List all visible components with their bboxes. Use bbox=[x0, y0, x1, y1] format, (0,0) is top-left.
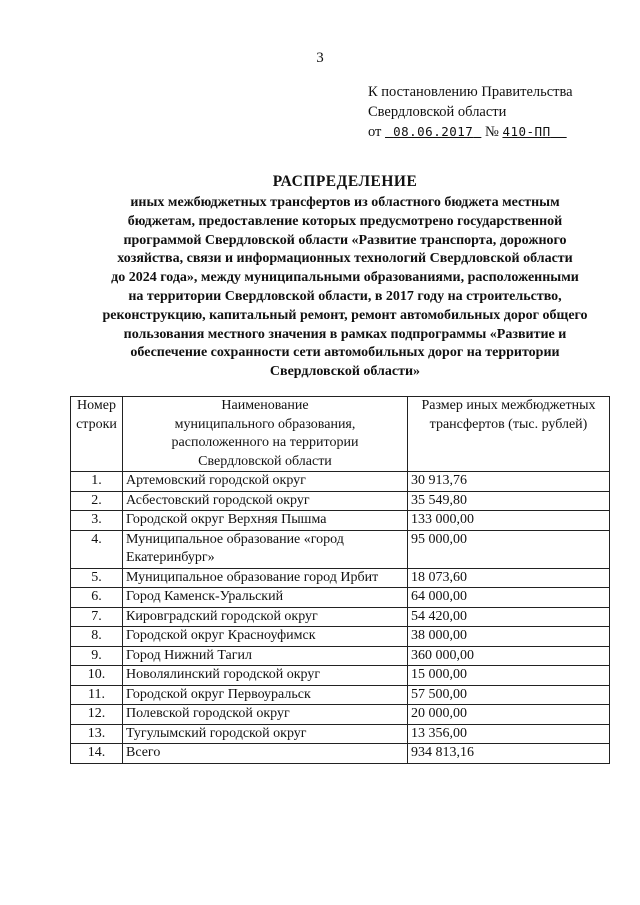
row-number: 9. bbox=[71, 646, 123, 666]
municipality-name: Муниципальное образование «город Екатеринбург» bbox=[123, 530, 408, 568]
municipality-name: Новолялинский городской округ bbox=[123, 666, 408, 686]
municipality-name: Всего bbox=[123, 744, 408, 764]
row-number: 6. bbox=[71, 588, 123, 608]
subtitle-line: пользования местного значения в рамках подпрограммы «Развитие и bbox=[123, 326, 567, 342]
table-row bbox=[71, 568, 610, 588]
table-row bbox=[71, 685, 610, 705]
table-row bbox=[71, 744, 610, 764]
row-number: 11. bbox=[71, 685, 123, 705]
subtitle-line: хозяйства, связи и информационных технологий Свердловской области bbox=[117, 251, 573, 267]
subtitle-line: Свердловской области» bbox=[269, 364, 421, 380]
reference-line-2: Свердловской области bbox=[368, 104, 507, 120]
table-row bbox=[71, 724, 610, 744]
resolution-number: 410-ПП bbox=[502, 124, 551, 139]
municipality-name: Город Нижний Тагил bbox=[123, 646, 408, 666]
municipality-name: Полевской городской округ bbox=[123, 705, 408, 725]
page-number: 3 bbox=[316, 50, 324, 66]
subtitle-line: иных межбюджетных трансфертов из областного бюджета местным bbox=[130, 195, 560, 210]
table-row bbox=[71, 530, 610, 568]
municipality-name: Городской округ Верхняя Пышма bbox=[123, 511, 408, 531]
subtitle-line: до 2024 года», между муниципальными образованиями, расположенными bbox=[111, 270, 579, 286]
row-number: 7. bbox=[71, 607, 123, 627]
table-row bbox=[71, 588, 610, 608]
allocation-table bbox=[70, 396, 610, 764]
row-number: 1. bbox=[71, 472, 123, 492]
subtitle-line: реконструкцию, капитальный ремонт, ремонт автомобильных дорог общего bbox=[102, 307, 588, 323]
transfer-amount: 64 000,00 bbox=[408, 588, 610, 608]
table-row bbox=[71, 646, 610, 666]
municipality-name: Асбестовский городской округ bbox=[123, 491, 408, 511]
table-row bbox=[71, 472, 610, 492]
row-number: 4. bbox=[71, 530, 123, 568]
municipality-name: Тугулымский городской округ bbox=[123, 724, 408, 744]
date-prefix: от bbox=[368, 124, 382, 140]
row-number: 2. bbox=[71, 491, 123, 511]
transfer-amount: 38 000,00 bbox=[408, 627, 610, 647]
municipality-name: Городской округ Красноуфимск bbox=[123, 627, 408, 647]
transfer-amount: 57 500,00 bbox=[408, 685, 610, 705]
row-number: 14. bbox=[71, 744, 123, 764]
number-sign: № bbox=[484, 124, 499, 140]
transfer-amount: 15 000,00 bbox=[408, 666, 610, 686]
header-municipality: Наименование муниципального образования, расположенного на территории Свердловской области bbox=[123, 397, 408, 472]
transfer-amount: 13 356,00 bbox=[408, 724, 610, 744]
title-heading: РАСПРЕДЕЛЕНИЕ bbox=[272, 173, 418, 190]
transfer-amount: 30 913,76 bbox=[408, 472, 610, 492]
table-row bbox=[71, 666, 610, 686]
table-row bbox=[71, 627, 610, 647]
municipality-name: Муниципальное образование город Ирбит bbox=[123, 568, 408, 588]
reference-line-1: К постановлению Правительства bbox=[368, 84, 573, 100]
row-number: 13. bbox=[71, 724, 123, 744]
title-subtitle bbox=[75, 194, 615, 382]
municipality-name: Городской округ Первоуральск bbox=[123, 685, 408, 705]
table-header-row bbox=[71, 397, 610, 472]
table-row bbox=[71, 511, 610, 531]
transfer-amount: 133 000,00 bbox=[408, 511, 610, 531]
header-row-number: Номер строки bbox=[71, 397, 123, 472]
table-row bbox=[71, 607, 610, 627]
subtitle-line: бюджетам, предоставление которых предусмотрено государственной bbox=[127, 213, 563, 229]
resolution-reference bbox=[368, 82, 573, 142]
transfer-amount: 54 420,00 bbox=[408, 607, 610, 627]
transfer-amount: 934 813,16 bbox=[408, 744, 610, 764]
transfer-amount: 360 000,00 bbox=[408, 646, 610, 666]
subtitle-line: программой Свердловской области «Развитие транспорта, дорожного bbox=[123, 232, 567, 248]
municipality-name: Город Каменск-Уральский bbox=[123, 588, 408, 608]
reference-date-line bbox=[368, 122, 573, 142]
municipality-name: Артемовский городской округ bbox=[123, 472, 408, 492]
resolution-date: 08.06.2017 bbox=[393, 124, 474, 139]
row-number: 8. bbox=[71, 627, 123, 647]
transfer-amount: 18 073,60 bbox=[408, 568, 610, 588]
row-number: 3. bbox=[71, 511, 123, 531]
transfer-amount: 95 000,00 bbox=[408, 530, 610, 568]
transfer-amount: 20 000,00 bbox=[408, 705, 610, 725]
document-title bbox=[75, 172, 615, 382]
header-amount: Размер иных межбюджетных трансфертов (тыс. рублей) bbox=[408, 397, 610, 472]
table-row bbox=[71, 705, 610, 725]
subtitle-line: на территории Свердловской области, в 2017 году на строительство, bbox=[128, 288, 562, 304]
table-row bbox=[71, 491, 610, 511]
row-number: 5. bbox=[71, 568, 123, 588]
municipality-name: Кировградский городской округ bbox=[123, 607, 408, 627]
transfer-amount: 35 549,80 bbox=[408, 491, 610, 511]
row-number: 10. bbox=[71, 666, 123, 686]
row-number: 12. bbox=[71, 705, 123, 725]
subtitle-line: обеспечение сохранности сети автомобильных дорог на территории bbox=[130, 345, 560, 361]
